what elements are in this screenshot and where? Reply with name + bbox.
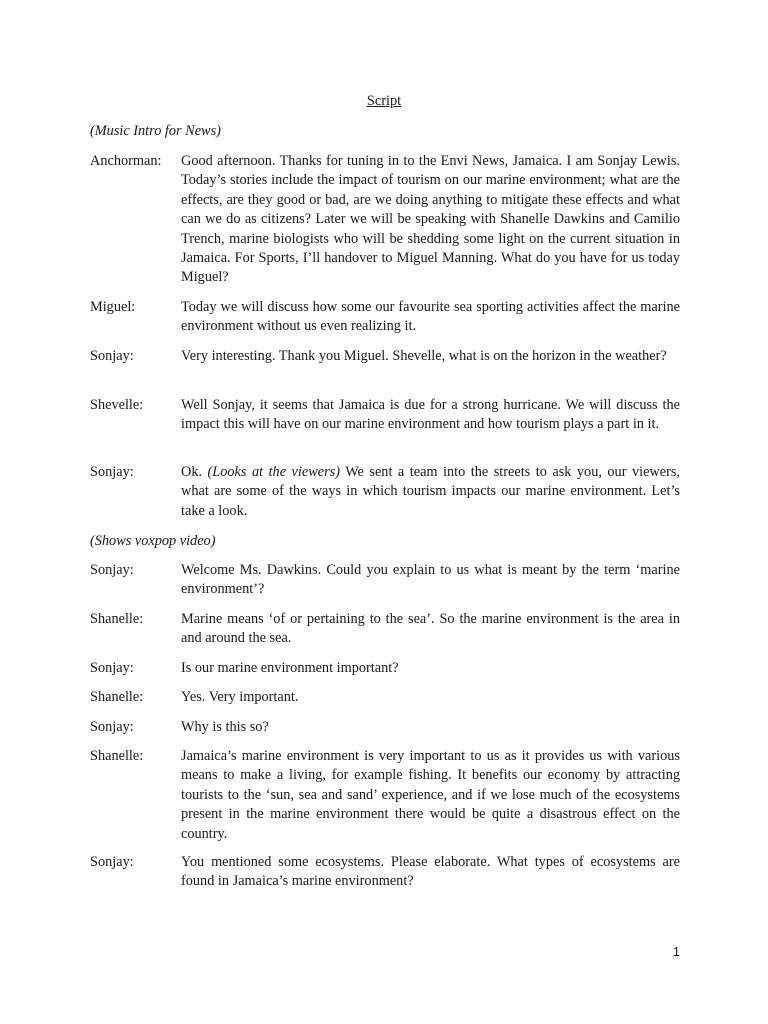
page-title: Script bbox=[366, 93, 402, 109]
speaker-label: Sonjay: bbox=[90, 348, 134, 364]
dialogue-text: Today we will discuss how some our favourite sea sporting activities affect the marine environment without us even realizing it. bbox=[181, 299, 680, 335]
dialogue-text: Very interesting. Thank you Miguel. Shevelle, what is on the horizon in the weather? bbox=[181, 348, 667, 364]
speaker-label: Sonjay: bbox=[90, 464, 134, 480]
dialogue-text: Marine means ‘of or pertaining to the sea’. So the marine environment is the area in and around the sea. bbox=[181, 611, 680, 647]
speaker-label: Anchorman: bbox=[90, 153, 162, 169]
script-line-shevelle bbox=[90, 396, 680, 435]
dialogue-text: Welcome Ms. Dawkins. Could you explain to us what is meant by the term ‘marine environment’? bbox=[181, 562, 680, 598]
script-line-sonjay bbox=[90, 718, 680, 737]
script-line-sonjay bbox=[90, 463, 680, 521]
dialogue-text-before: Ok. bbox=[181, 464, 208, 480]
dialogue-text: You mentioned some ecosystems. Please elaborate. What types of ecosystems are found in Jamaica’s marine environment? bbox=[181, 854, 680, 890]
stage-direction-intro: (Music Intro for News) bbox=[90, 123, 221, 139]
dialogue-text: Good afternoon. Thanks for tuning in to the Envi News, Jamaica. I am Sonjay Lewis. Today’s stories include the impact of tourism on our marine environment; what are the effects, are they good or bad, are we doing anything to mitigate these effects and what can we do as citizens? Later we will be speaking with Shanelle Dawkins and Camilio Trench, marine biologists who will be shedding some light on the current situation in Jamaica. For Sports, I’ll handover to Miguel Manning. What do you have for us today Miguel? bbox=[181, 153, 680, 286]
stage-direction-inline: (Looks at the viewers) bbox=[207, 464, 340, 480]
script-line-shanelle bbox=[90, 688, 680, 707]
page-number: 1 bbox=[672, 944, 680, 959]
speaker-label: Sonjay: bbox=[90, 719, 134, 735]
speaker-label: Shanelle: bbox=[90, 689, 144, 705]
dialogue-text bbox=[181, 463, 680, 521]
dialogue-text: Well Sonjay, it seems that Jamaica is due for a strong hurricane. We will discuss the impact this will have on our marine environment and how tourism plays a part in it. bbox=[181, 397, 680, 433]
speaker-label: Shevelle: bbox=[90, 397, 144, 413]
speaker-label: Shanelle: bbox=[90, 611, 144, 627]
speaker-label: Sonjay: bbox=[90, 854, 134, 870]
dialogue-text: Why is this so? bbox=[181, 719, 269, 735]
script-line-miguel bbox=[90, 298, 680, 337]
speaker-label: Sonjay: bbox=[90, 562, 134, 578]
speaker-label: Miguel: bbox=[90, 299, 136, 315]
script-line-sonjay bbox=[90, 347, 680, 366]
dialogue-text-after: We sent a team into the streets to ask you, our viewers, what are some of the ways in which tourism impacts our marine environment. Let’s take a look. bbox=[181, 464, 680, 519]
script-line-sonjay bbox=[90, 561, 680, 600]
script-line-sonjay bbox=[90, 659, 680, 678]
dialogue-text: Jamaica’s marine environment is very important to us as it provides us with various means to make a living, for example fishing. It benefits our economy by attracting tourists to the ‘sun, sea and sand’ experience, and if we lose much of the ecosystems present in the marine environment there would be quite a disastrous effect on the country. bbox=[181, 748, 680, 842]
stage-direction-voxpop: (Shows voxpop video) bbox=[90, 533, 216, 549]
speaker-label: Shanelle: bbox=[90, 748, 144, 764]
dialogue-text: Yes. Very important. bbox=[181, 689, 299, 705]
script-line-shanelle bbox=[90, 747, 680, 844]
script-line-sonjay bbox=[90, 853, 680, 892]
speaker-label: Sonjay: bbox=[90, 660, 134, 676]
script-line-anchorman bbox=[90, 152, 680, 288]
script-line-shanelle bbox=[90, 610, 680, 649]
dialogue-text: Is our marine environment important? bbox=[181, 660, 399, 676]
